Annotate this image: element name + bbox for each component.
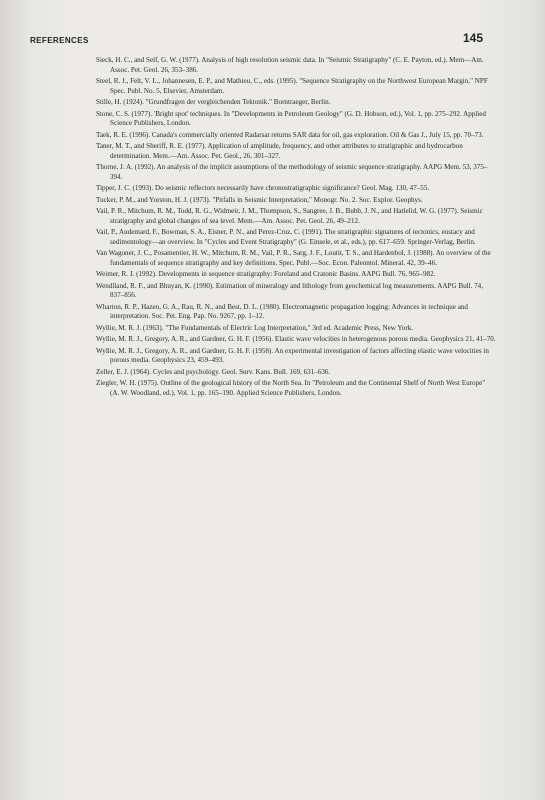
reference-entry: Wyllie, M. R. J. (1963). "The Fundamentals of Electric Log Interpretation," 3rd ed. Academic Press, New York. xyxy=(96,323,414,332)
reference-entry: Wharton, R. P., Hazen, G. A., Rau, R. N., and Best, D. L. (1980). Electromagnetic propagation logging: Advances in technique and interpretation. Soc. Pet. Eng. Pap. No. 9267, pp. 1–12. xyxy=(96,302,468,320)
reference-entry: Wendlland, R. F., and Bhuyan, K. (1990). Estimation of mineralogy and lithology from geochemical log measurements. AAPG Bull. 74, 837–856. xyxy=(96,281,483,299)
reference-entry: Wyllie, M. R. J., Gregory, A. R., and Gardner, G. H. F. (1958). An experimental investigation of factors affecting elastic wave velocities in porous media. Geophysics 23, 459–493. xyxy=(96,346,489,364)
reference-entry: Tipper, J. C. (1993). Do seismic reflectors necessarily have chronostratigraphic significance? Geol. Mag. 130, 47–55. xyxy=(96,184,430,192)
reference-entry: Vail, P. R., Mitchum, R. M., Todd, R. G., Widmeir, J. M., Thompson, S., Sangree, J. B., Bubb, J. N., and Hatlelid, W. G. (1977). Seismic stratigraphy and global changes of sea level. Mem.—Am. Assoc. Pet. Geol. 26, 49–212. xyxy=(96,207,483,225)
reference-entry: Taner, M. T., and Sheriff, R. E. (1977). Application of amplitude, frequency, and other attributes to stratigraphic and hydrocarbon determination. Mem.—Am. Assoc. Pet. Geol., 26, 301–327. xyxy=(96,142,463,160)
reference-entry: Thorne, J. A. (1992). An analysis of the implicit assumptions of the methodology of seismic sequence stratigraphy. AAPG Mem. 53, 375–394. xyxy=(96,163,488,181)
reference-entry: Wyllie, M. R. J., Gregory, A. R., and Gardner, G. H. F. (1956). Elastic wave velocities in heterogenous porous media. Geophysics 21, 41–70. xyxy=(96,335,496,343)
reference-entry: Sieck, H. C., and Self, G. W. (1977). Analysis of high resolution seismic data. In "Seismic Stratigraphy" (C. E. Payton, ed.). Mem—Am. Assoc. Pet. Geol. 26, 353–386. xyxy=(96,56,484,74)
reference-list xyxy=(96,56,496,400)
page-number: 145 xyxy=(463,31,484,45)
reference-entry: Zeller, E. J. (1964). Cycles and psychology. Geol. Surv. Kans. Bull. 169, 631–636. xyxy=(96,367,331,376)
reference-entry: Weimer, R. J. (1992). Developments in sequence stratigraphy: Foreland and Cratonic Basins. AAPG Bull. 76, 965–982. xyxy=(96,270,436,278)
reference-entry: Steel, R. J., Felt, V. L., Johannesen, E. P., and Mathieu, C., eds. (1995). "Sequence Stratigraphy on the Northwest European Margin," NPF Spec. Publ. No. 5, Elsevier, Amsterdam. xyxy=(96,77,488,95)
reference-entry: Stone, C. S. (1977). 'Bright spot' techniques. In "Developments in Petroleum Geology" (G. D. Hobson, ed.), Vol. 1, pp. 275–292. Applied Science Publishers, London. xyxy=(96,109,486,127)
reference-entry: Ziegler, W. H. (1975). Outline of the geological history of the North Sea. In "Petroleum and the Continental Shelf of North West Europe" (A. W. Woodland, ed.), Vol. 1, pp. 165–190. Applied Science Publishers, London. xyxy=(96,379,486,397)
reference-entry: Van Wagoner, J. C., Posamentier, H. W., Mitchum, R. M., Vail, P. R., Sarg, J. F., Loutit, T. S., and Hardenbol, J. (1988). An overview of the fundamentals of sequence stratigraphy and key definitions. Spec. Publ.—Soc. Econ. Paleontol. Mineral. 42, 39–46. xyxy=(96,249,491,267)
reference-entry: Vail, P., Audemard, F., Bowman, S. A., Eisner, P. N., and Perez-Cruz, C. (1991). The stratigraphic signatures of tectonics, eustacy and sedimentology—an overview. In "Cycles and Event Stratigraphy" (G. Einsele, et al., eds.), pp. 617–659. Springer-Verlag, Berlin. xyxy=(96,228,476,246)
running-head: REFERENCES xyxy=(30,36,89,45)
reference-entry: Stille, H. (1924). "Grundfragen der vergleichenden Tektonik." Borntraeger, Berlin. xyxy=(96,98,331,106)
reference-entry: Tucker, P. M., and Yorston, H. J. (1973). "Pitfalls in Seismic Interpretation," Monogr. No. 2. Soc. Explor. Geophys. xyxy=(96,195,423,204)
reference-entry: Taek, R. E. (1996). Canada's commercially oriented Radarsat returns SAR data for oil, gas exploration. Oil & Gas J., July 15, pp. 70–73. xyxy=(96,130,484,139)
